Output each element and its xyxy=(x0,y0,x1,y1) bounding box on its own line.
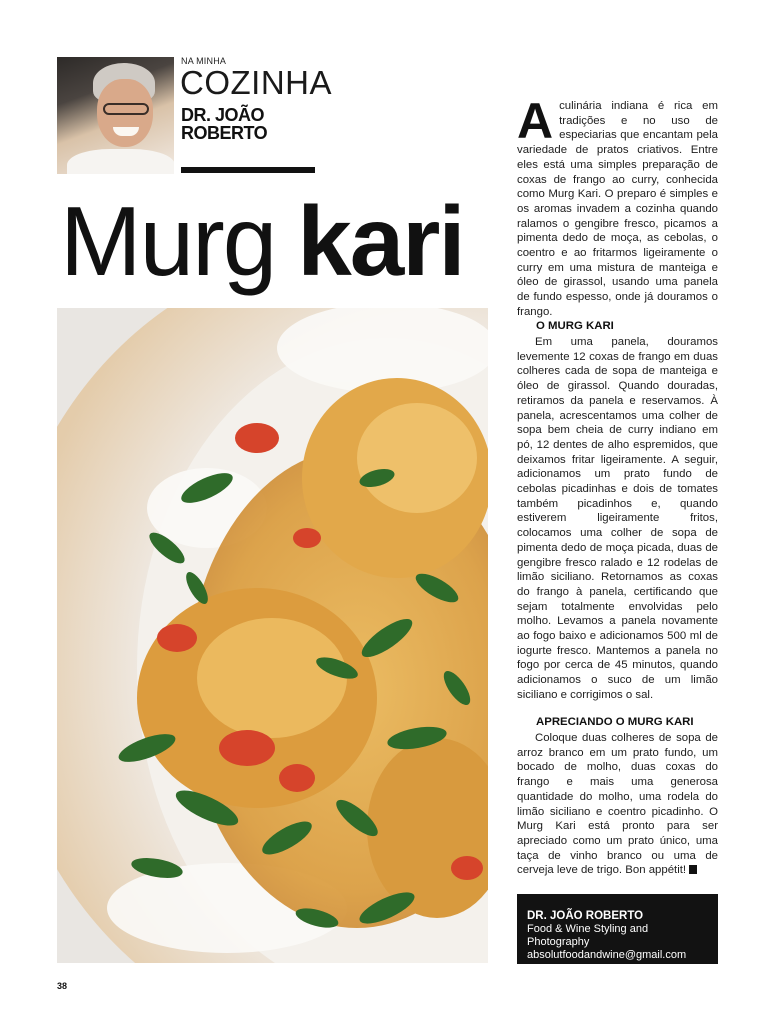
article-body-1 xyxy=(517,335,718,703)
article-headline xyxy=(60,182,464,300)
column-title: COZINHA xyxy=(180,64,332,101)
intro-text: culinária indiana é rica em tradições e no uso de especiarias que encantam pela variedade de pratos criativos. Entre eles está uma simples preparação de coxas de frango ao curry, conhecida como Murg Kari. O preparo é simples e os aromas invadem a cozinha quando ralamos o gengibre fresco, picamos a pimenta dedo de moça, as cebolas, o coentro e ao fritarmos ligeiramente o curry em uma mistura de manteiga e óleo de girassol, usando uma panela de fundo espesso, onde já douramos o frango. xyxy=(517,100,718,318)
page-number: 38 xyxy=(57,981,68,991)
author-portrait xyxy=(57,57,174,174)
column-author xyxy=(181,106,321,142)
column-kicker: NA MINHA xyxy=(181,56,227,66)
column-author-line2: ROBERTO xyxy=(181,123,268,143)
credit-email[interactable]: absolutfoodandwine@gmail.com xyxy=(527,949,687,961)
closing-paragraph-text: Coloque duas colheres de sopa de arroz branco em um prato fundo, um bocado de molho, duas coxas do frango e mais uma generosa quantidade do molho, uma rodela do limão siciliano e coentro picadinho. O Murg Kari está pronto para ser apreciado como um prato único, uma taça de vinho branco ou uma de cerveja leve de trigo. Bon appétit! xyxy=(517,732,718,877)
drop-cap: A xyxy=(517,93,554,149)
subheading-murg-kari: O MURG KARI xyxy=(536,320,614,332)
food-photo xyxy=(57,308,488,963)
column-author-line1: DR. JOÃO xyxy=(181,105,265,125)
end-mark-icon xyxy=(689,865,697,874)
author-credit-box xyxy=(517,894,718,964)
credit-name: DR. JOÃO ROBERTO xyxy=(527,910,644,922)
headline-light: Murg xyxy=(60,186,276,296)
header-rule xyxy=(181,167,315,173)
subheading-apreciando: APRECIANDO O MURG KARI xyxy=(536,716,694,728)
headline-bold: kari xyxy=(297,186,464,296)
article-body-2 xyxy=(517,731,718,878)
body-paragraph: Em uma panela, douramos levemente 12 coxas de frango em duas colheres cada de sopa de manteiga e óleo de girassol. Quando douradas, retiramos da panela e reservamos. À panela, acrescentamos uma colher de sopa bem cheia de curry indiano em pó, 12 dentes de alho espremidos, que deixamos fritar ligeiramente. A seguir, adicionamos um prato fundo de cebolas picadinhas e dois de tomates também picadinhos e, quando estiverem ligeiramente fritos, colocamos uma colher de sopa de pimenta dedo de moça picada, duas de gengibre fresco ralado e 12 rodelas de limão siciliano. Retornamos as coxas do frango à panela, certificando que sejam totalmente envolvidas pelo molho. Levamos a panela novamente ao fogo baixo e adicionamos 500 ml de iogurte fresco. Mantemos a panela no fogo por cerca de 45 minutos, quando adicionamos o suco de um limão siciliano e corrigimos o sal. xyxy=(517,336,718,701)
body-paragraph xyxy=(517,731,718,878)
credit-title: Food & Wine Styling and Photography xyxy=(527,923,649,948)
article-intro xyxy=(517,93,718,320)
